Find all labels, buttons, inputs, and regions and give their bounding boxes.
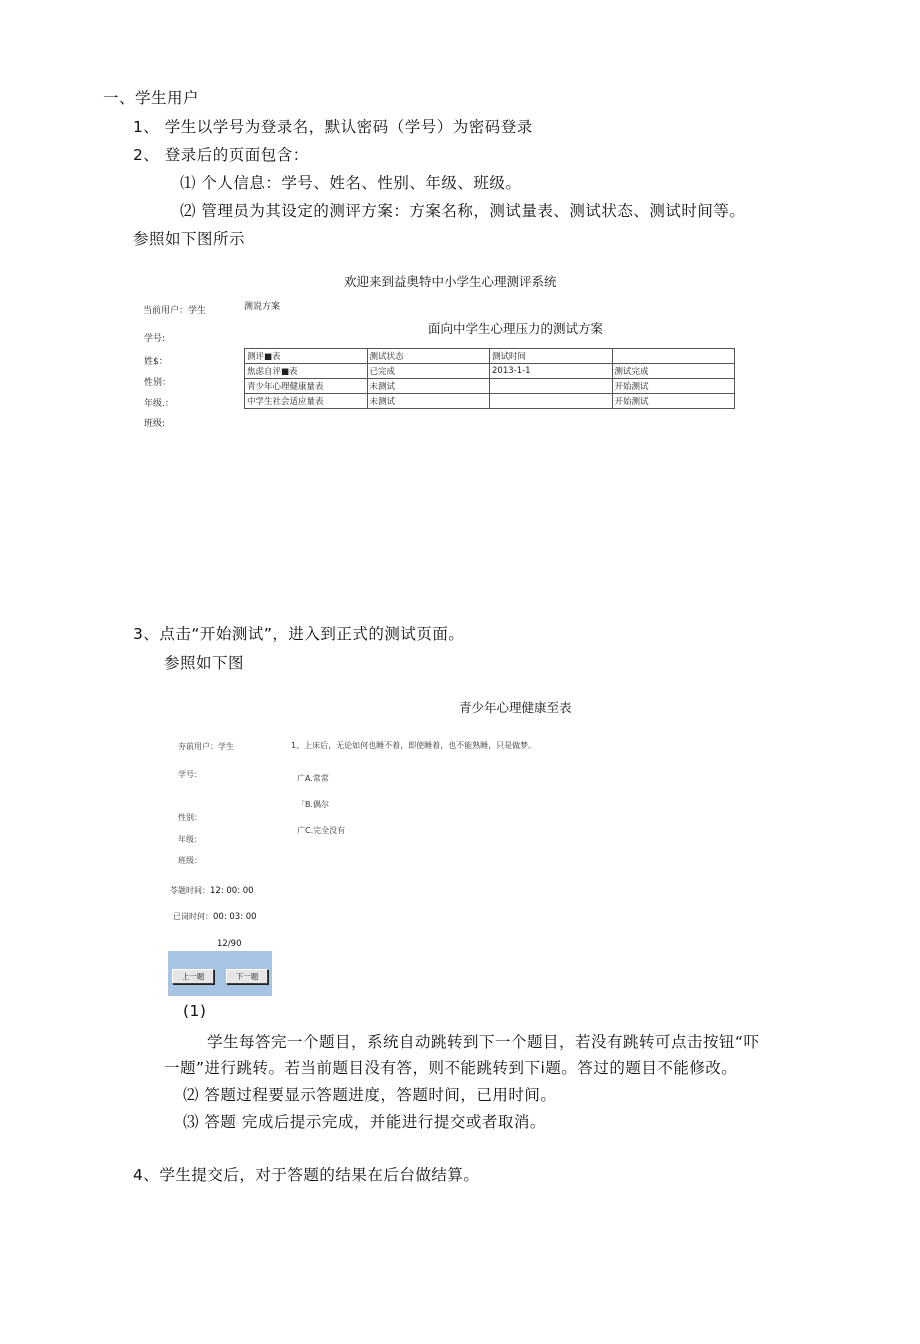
plan-label: 测说方案 xyxy=(244,302,281,312)
list-item: 2、 登录后的页面包含： xyxy=(133,146,309,164)
scale-title: 青少年心理健康至表 xyxy=(459,700,572,715)
table-header-row xyxy=(245,349,735,364)
current-user-label: 夯前用户：学生 xyxy=(178,742,234,751)
section-heading: 一、学生用户 xyxy=(103,89,200,107)
list-item: 1、 学生以学号为登录名，默认密码（学号）为密码登录 xyxy=(133,118,533,136)
note-text: ⑶ 答题 完成后提示完成，并能进行提交或者取消。 xyxy=(183,1113,546,1131)
table-cell: 青少年心理健康量表 xyxy=(245,379,368,394)
field-grade: 年级： xyxy=(178,835,202,844)
test-complete-status: 测试完成 xyxy=(612,364,735,379)
table-cell: 2013-1-1 xyxy=(490,364,613,379)
note-label: (1) xyxy=(183,1002,207,1020)
table-header-cell: 测评■表 xyxy=(245,349,368,364)
answer-option-c[interactable]: 广C.完全没有 xyxy=(297,826,346,835)
answer-time: 苓题时间：12: 00: 00 xyxy=(170,886,254,896)
plan-title: 面向中学生心理压力的测试方案 xyxy=(428,321,604,336)
button-panel xyxy=(168,951,272,996)
table-cell: 中学生社会适应量表 xyxy=(245,394,368,409)
table-row xyxy=(245,364,735,379)
note-text: 学生每答完一个题目，系统自动跳转到下一个题目，若没有跳转可点击按钮“吓 xyxy=(207,1033,760,1051)
list-item: 4、学生提交后，对于答题的结果在后台做结算。 xyxy=(133,1166,480,1184)
table-cell: 已完成 xyxy=(367,364,490,379)
field-class: 班级： xyxy=(178,856,202,865)
table-header-cell: 测试状态 xyxy=(367,349,490,364)
question-text: 1、上床后，无论如何也睡不着，即使睡着，也不能熟睡，只是做梦。 xyxy=(291,741,537,750)
field-grade: 年级.： xyxy=(144,399,174,409)
table-cell xyxy=(490,379,613,394)
system-title: 欢迎来到益奥特中小学生心理测评系统 xyxy=(344,274,557,289)
reference-text: 参照如下图所示 xyxy=(133,230,246,248)
elapsed-time: 已岗时何：00: 03: 00 xyxy=(173,912,257,922)
table-header-cell xyxy=(612,349,735,364)
start-test-link[interactable]: 开始测试 xyxy=(612,379,735,394)
table-row xyxy=(245,394,735,409)
field-student-id: 学号: xyxy=(144,334,166,344)
reference-text: 参照如下图 xyxy=(164,654,245,672)
current-user-label: 当前用户：学生 xyxy=(143,306,207,316)
field-name: 姓$： xyxy=(144,357,168,367)
list-item: 3、点击“开始测试”，进入到正式的测试页面。 xyxy=(133,625,465,643)
table-cell: 未测试 xyxy=(367,379,490,394)
prev-button[interactable]: 上一题 xyxy=(172,969,214,984)
sub-list-item: ⑵ 管理员为其设定的测评方案：方案名称，测试量表、测试状态、测试时间等。 xyxy=(180,202,746,220)
table-cell: 焦虑自评■表 xyxy=(245,364,368,379)
table-cell: 未测试 xyxy=(367,394,490,409)
test-plan-table xyxy=(244,348,735,409)
progress-counter: 12/90 xyxy=(217,939,242,949)
table-row xyxy=(245,379,735,394)
note-text: 一题”进行跳转。若当前题目没有答，则不能跳转到下i题。答过的题目不能修改。 xyxy=(164,1059,738,1077)
field-student-id: 学号： xyxy=(178,770,202,779)
note-text: ⑵ 答题过程要显示答题进度，答题时间，已用时间。 xyxy=(183,1086,557,1104)
answer-option-b[interactable]: 「B.偶尔 xyxy=(297,800,330,809)
sub-list-item: ⑴ 个人信息：学号、姓名、性别、年级、班级。 xyxy=(180,174,522,192)
answer-option-a[interactable]: 广A.常常 xyxy=(297,774,329,783)
table-cell xyxy=(490,394,613,409)
field-gender: 性别： xyxy=(144,378,172,388)
start-test-link[interactable]: 开始测试 xyxy=(612,394,735,409)
field-gender: 性别： xyxy=(178,813,202,822)
table-header-cell: 测试时间 xyxy=(490,349,613,364)
next-button[interactable]: 下一题 xyxy=(226,969,268,984)
field-class: 班级: xyxy=(144,419,166,429)
